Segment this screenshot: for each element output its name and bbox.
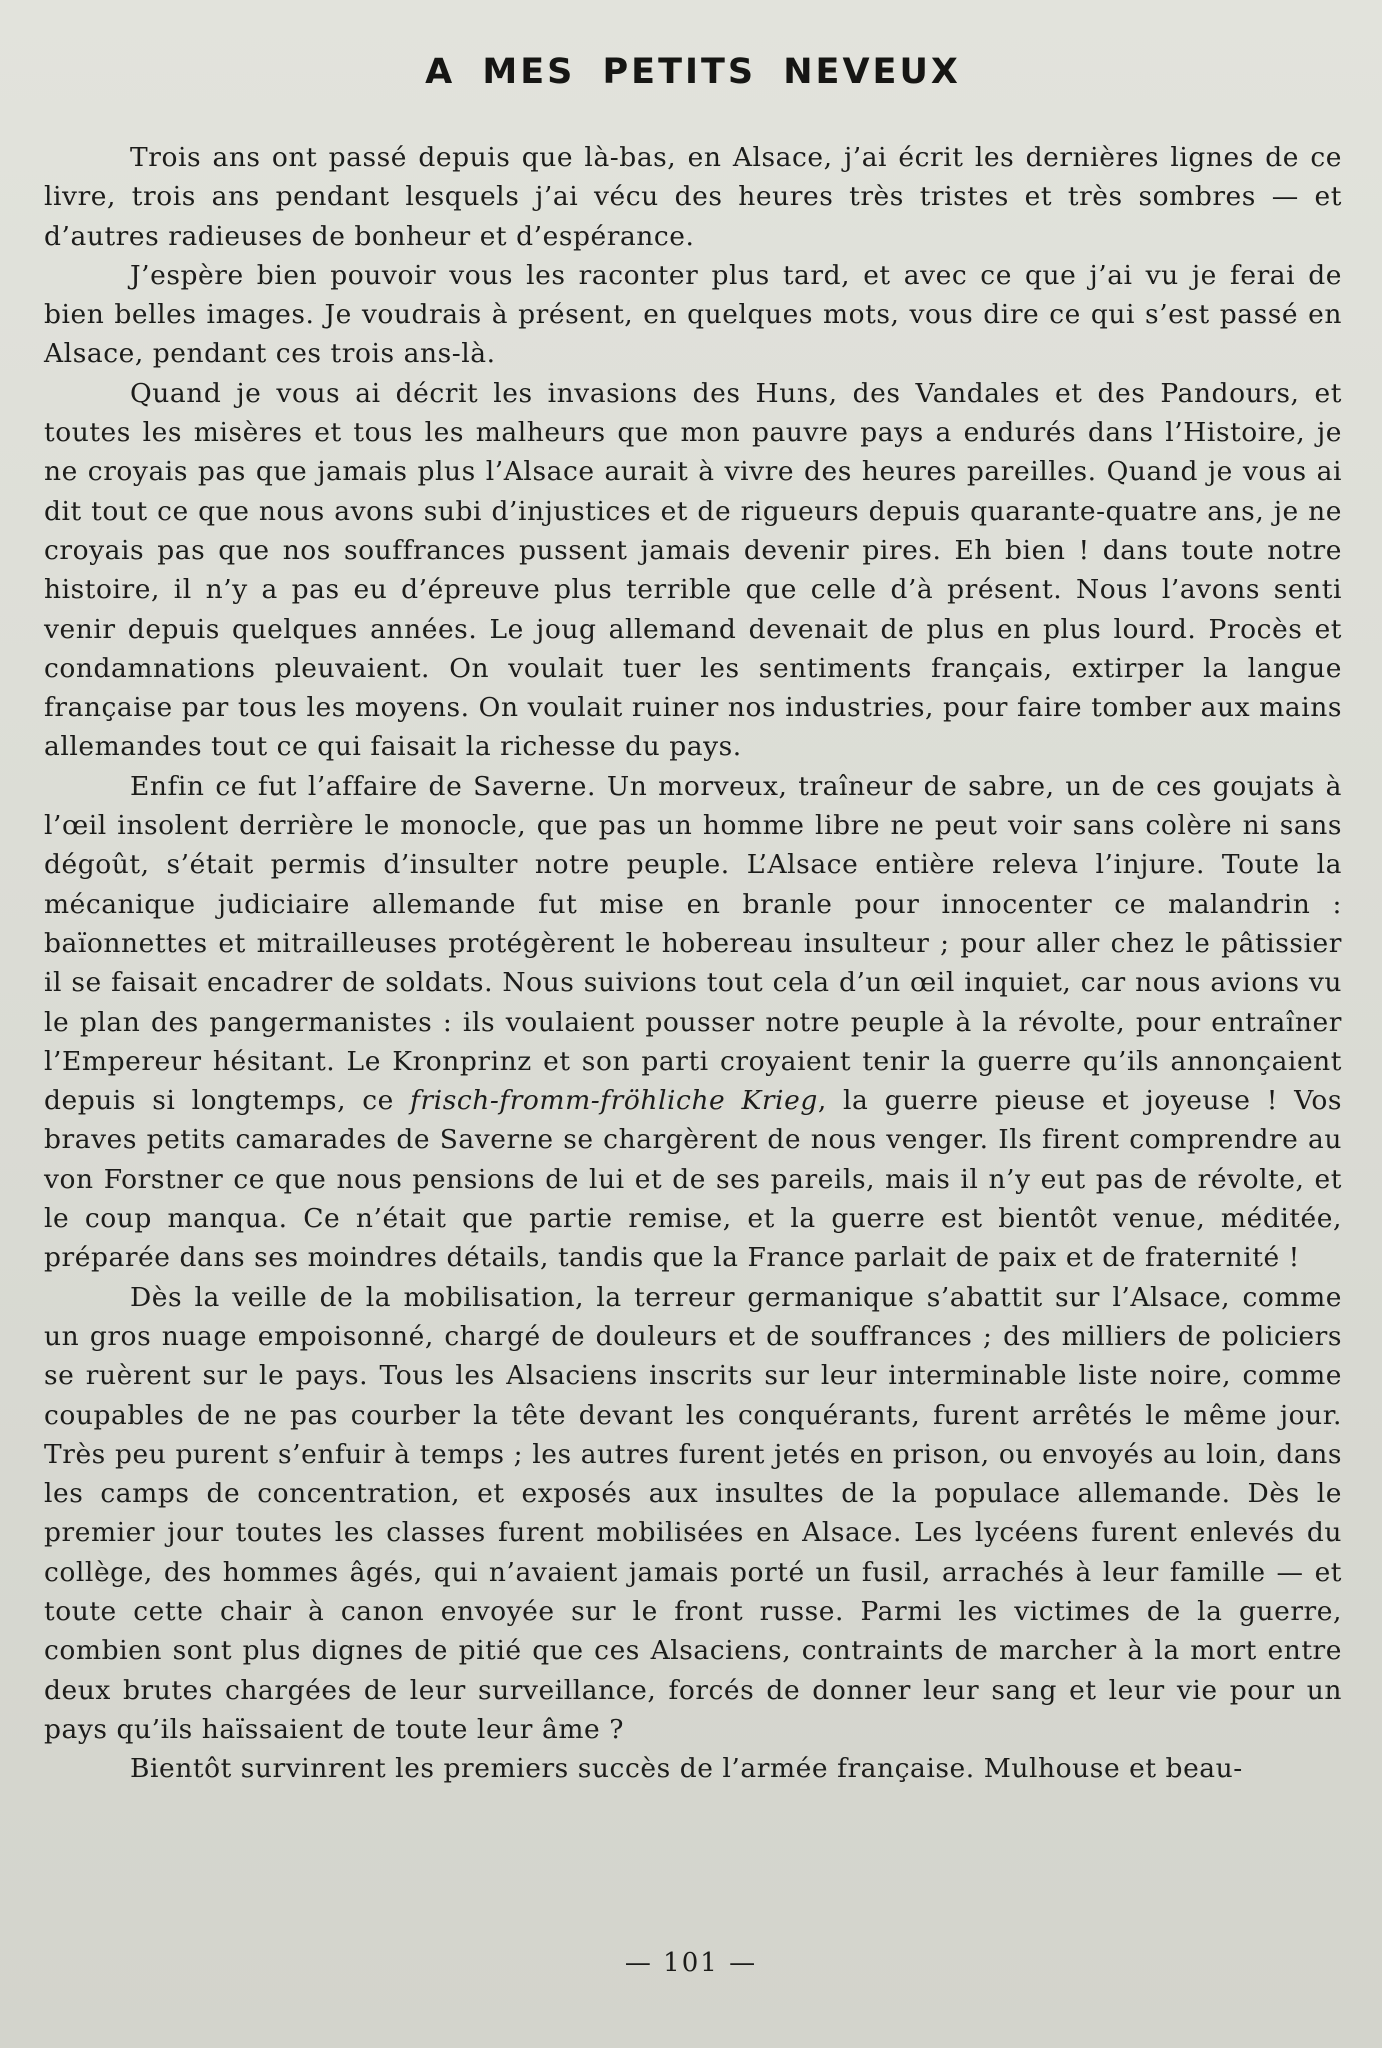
paragraph-5: Dès la veille de la mobilisation, la terreur germanique s’abattit sur l’Alsace, comme un gros nuage empoisonné, chargé de douleurs et de souffrances ; des milliers de policiers se ruèrent sur le pays. Tous les Alsaciens inscrits sur leur interminable liste noire, comme coupables de ne pas courber la tête devant les conquérants, furent arrêtés le même jour. Très peu purent s’enfuir à temps ; les autres furent jetés en prison, ou envoyés au loin, dans les camps de concentration, et exposés aux insultes de la populace allemande. Dès le premier jour toutes les classes furent mobilisées en Alsace. Les lycéens furent enlevés du collège, des hommes âgés, qui n’avaient jamais porté un fusil, arrachés à leur famille — et toute cette chair à canon envoyée sur le front russe. Parmi les victimes de la guerre, combien sont plus dignes de pitié que ces Alsaciens, contraints de marcher à la mort entre deux brutes chargées de leur surveillance, forcés de donner leur sang et leur vie pour un pays qu’ils haïssaient de toute leur âme ? [44,1281,1342,1745]
paragraph-3: Quand je vous ai décrit les invasions des Huns, des Vandales et des Pandours, et toutes les misères et tous les malheurs que mon pauvre pays a endurés dans l’Histoire, je ne croyais pas que jamais plus l’Alsace aurait à vivre des heures pareilles. Quand je vous ai dit tout ce que nous avons subi d’injustices et de rigueurs depuis quarante-quatre ans, je ne croyais pas que nos souffrances pussent jamais devenir pires. Eh bien ! dans toute notre histoire, il n’y a pas eu d’épreuve plus terrible que celle d’à présent. Nous l’avons senti venir depuis quelques années. Le joug allemand devenait de plus en plus lourd. Procès et condamnations pleuvaient. On voulait tuer les sentiments français, extirper la langue française par tous les moyens. On voulait ruiner nos industries, pour faire tomber aux mains allemandes tout ce qui faisait la richesse du pays. [44,377,1342,763]
paragraph-4-part-1: Enfin ce fut l’affaire de Saverne. Un morveux, traîneur de sabre, un de ces goujats à l’œil insolent derrière le monocle, que pas un homme libre ne peut voir sans colère ni sans dégoût, s’était permis d’insulter notre peuple. L’Alsace entière releva l’injure. Toute la mécanique judiciaire allemande fut mise en branle pour innocenter ce malandrin : baïonnettes et mitrailleuses protégèrent le hobereau insulteur ; pour aller chez le pâtissier il se faisait encadrer de soldats. Nous suivions tout cela d’un œil inquiet, car nous avions vu le plan des pangermanistes : ils voulaient pousser notre peuple à la révolte, pour entraîner l’Empereur hésitant. Le Kronprinz et son parti croyaient tenir la guerre qu’ils annonçaient depuis si longtemps, ce [44,770,1342,1117]
page-number: — 101 — [624,1948,758,1978]
body-text [44,138,1342,1788]
paragraph-1: Trois ans ont passé depuis que là-bas, en Alsace, j’ai écrit les dernières lignes de ce livre, trois ans pendant lesquels j’ai vécu des heures très tristes et très sombres — et d’autres radieuses de bonheur et d’espérance. [44,142,1342,252]
chapter-title: A MES PETITS NEVEUX [425,52,961,92]
paragraph-4 [44,767,1342,1278]
paragraph-6: Bientôt survinrent les premiers succès de l’armée française. Mulhouse et beau- [130,1753,1243,1785]
paragraph-2: J’espère bien pouvoir vous les raconter plus tard, et avec ce que j’ai vu je ferai de bien belles images. Je voudrais à présent, en quelques mots, vous dire ce qui s’est passé en Alsace, pendant ces trois ans-là. [44,259,1342,370]
german-phrase: frisch-fromm-fröhliche Krieg [410,1085,818,1117]
paragraph-4-part-2: , la guerre pieuse et joyeuse ! Vos braves petits camarades de Saverne se chargèrent de nous venger. Ils firent comprendre au von Forstner ce que nous pensions de lui et de ses pareils, mais il n’y eut pas de révolte, et le coup manqua. Ce n’était que partie remise, et la guerre est bientôt venue, méditée, préparée dans ses moindres détails, tandis que la France parlait de paix et de fraternité ! [44,1085,1343,1274]
